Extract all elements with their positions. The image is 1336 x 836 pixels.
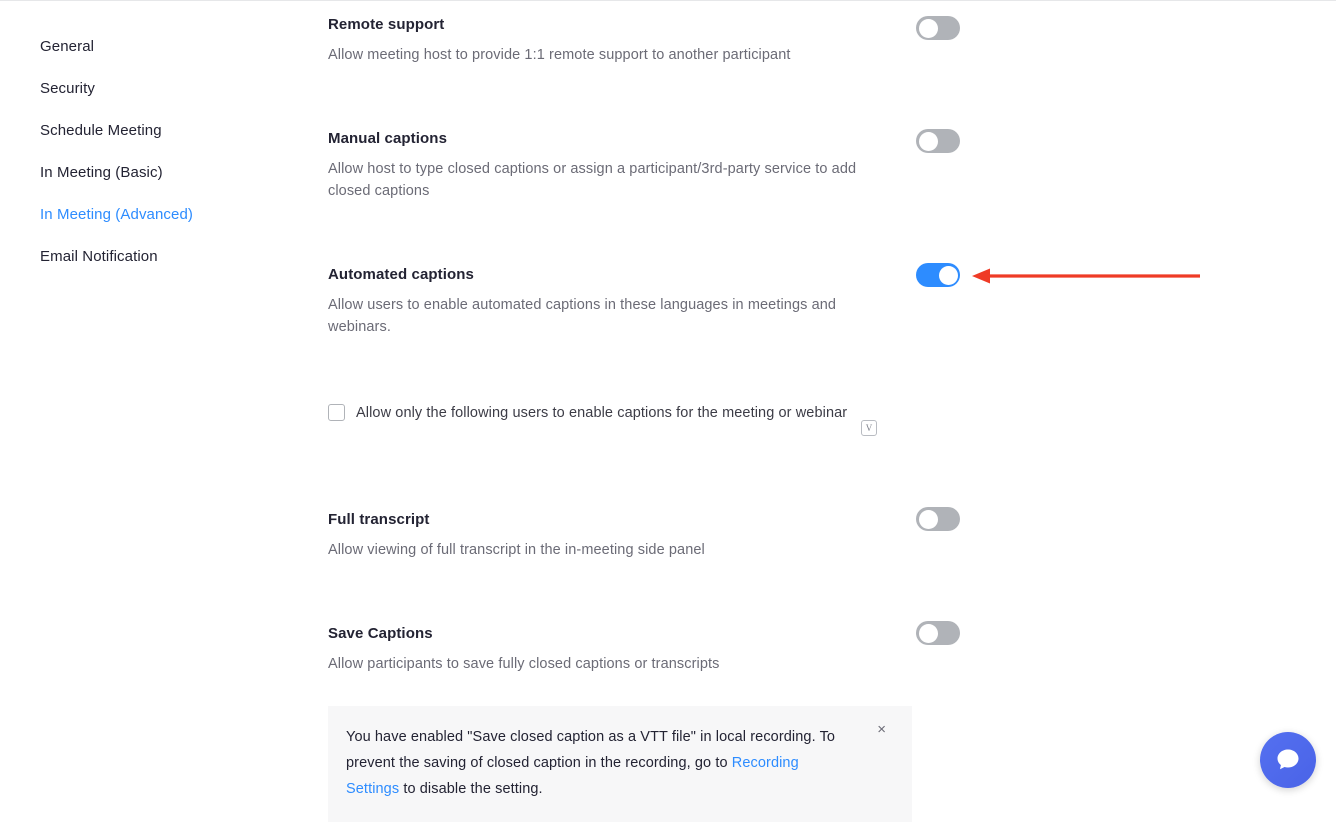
setting-title: Save Captions (328, 625, 433, 642)
captions-restrict-users-label: Allow only the following users to enable captions for the meeting or webinar (356, 405, 848, 421)
setting-description: Allow viewing of full transcript in the in-meeting side panel (328, 542, 705, 558)
notice-text (346, 724, 836, 802)
setting-title: Automated captions (328, 266, 474, 283)
setting-save-captions (328, 624, 928, 675)
setting-description: Allow participants to save fully closed captions or transcripts (328, 656, 720, 672)
notice-text-before: You have enabled "Save closed caption as a VTT file" in local recording. To prevent the saving of closed caption in the recording, go to (346, 729, 836, 771)
settings-sidebar (0, 26, 300, 278)
recording-settings-link[interactable]: Recording Settings (346, 755, 799, 797)
setting-title: Remote support (328, 16, 445, 33)
setting-title: Manual captions (328, 130, 448, 147)
chat-bubble-icon (1274, 746, 1302, 774)
verified-badge-icon: V (861, 420, 877, 436)
captions-restrict-users-checkbox[interactable] (328, 404, 345, 421)
setting-title: Full transcript (328, 511, 430, 528)
sidebar-item-label: Schedule Meeting (40, 122, 162, 139)
toggle-knob (939, 266, 958, 285)
toggle-knob (919, 624, 938, 643)
notice-close-icon[interactable]: × (877, 721, 886, 738)
setting-manual-captions (328, 129, 928, 202)
setting-description: Allow users to enable automated captions in these languages in meetings and webinars. (328, 297, 837, 335)
sidebar-item-in-meeting-advanced[interactable] (0, 194, 300, 236)
sidebar-item-schedule-meeting[interactable] (0, 110, 300, 152)
sidebar-item-label: In Meeting (Advanced) (40, 206, 194, 223)
save-captions-toggle[interactable] (916, 621, 960, 645)
chat-bubble-button[interactable] (1260, 732, 1316, 788)
arrow-left-pointer-icon (968, 266, 1206, 286)
sidebar-item-label: General (40, 38, 95, 55)
toggle-knob (919, 132, 938, 151)
setting-full-transcript (328, 510, 928, 561)
sidebar-item-security[interactable] (0, 68, 300, 110)
sidebar-item-label: Security (40, 80, 95, 97)
save-captions-notice (328, 706, 912, 822)
header-divider (0, 0, 1336, 1)
setting-description: Allow host to type closed captions or assign a participant/3rd-party service to add closed captions (328, 161, 857, 199)
setting-automated-captions (328, 265, 928, 338)
remote-support-toggle[interactable] (916, 16, 960, 40)
sidebar-item-label: Email Notification (40, 248, 158, 265)
automated-captions-toggle[interactable] (916, 263, 960, 287)
sidebar-item-label: In Meeting (Basic) (40, 164, 163, 181)
captions-restrict-users-option (328, 402, 928, 433)
sidebar-item-general[interactable] (0, 26, 300, 68)
manual-captions-toggle[interactable] (916, 129, 960, 153)
sidebar-item-email-notification[interactable] (0, 236, 300, 278)
toggle-knob (919, 19, 938, 38)
notice-text-after: to disable the setting. (399, 781, 543, 797)
setting-remote-support (328, 15, 928, 66)
toggle-knob (919, 510, 938, 529)
full-transcript-toggle[interactable] (916, 507, 960, 531)
sidebar-item-in-meeting-basic[interactable] (0, 152, 300, 194)
setting-description: Allow meeting host to provide 1:1 remote support to another participant (328, 47, 791, 63)
